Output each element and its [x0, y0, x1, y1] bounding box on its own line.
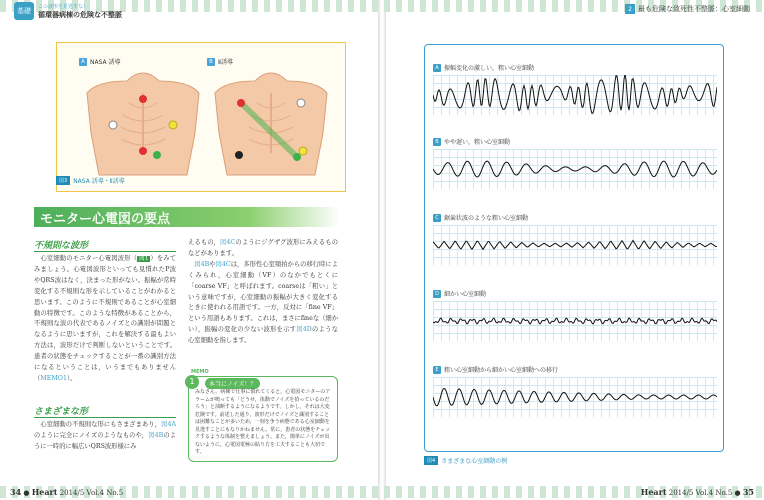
- running-header-right: 2 最も危険な致死性不整脈：心室細動: [625, 4, 750, 14]
- figure-4: [424, 44, 724, 452]
- subhead-irregular: 不規則な波形: [34, 241, 89, 251]
- left-page: [0, 0, 380, 500]
- column-2-text: えるもの，図4Cのようにジグザグ波形にみえるものなどがあります。 図4Bや図4Cは，多形性心室頻拍からの移行時によくみられ，心室細動（VF）のなかでもとくに「coarse VF」と呼ばれます。coarseは「粗い」という意味ですが，心室細動の振幅が大きく変化するときに使われる用語です。一方，反対に「fine VF」という用語もあります。これは，まさにfineな（細かい），振幅の変化の少ない波形を示す図4Dのような心室細動を指します。: [188, 239, 339, 345]
- subhead-rule: [34, 251, 176, 252]
- figure-3-panel-b-title: B Ⅱ誘導: [207, 57, 233, 66]
- memo-box: [188, 369, 338, 462]
- figure-3: [56, 42, 346, 192]
- ecg-strip-e: [433, 377, 717, 417]
- ref-figure-4c[interactable]: 図4C: [219, 239, 236, 246]
- ecg-trace-c: [433, 225, 717, 265]
- ecg-strip-c: [433, 225, 717, 265]
- ecg-strip-b: [433, 149, 717, 189]
- running-header-left: [14, 2, 122, 20]
- subhead-various: さまざまな形: [34, 407, 89, 417]
- figure-3-caption: 図3 NASA 誘導・Ⅱ誘導: [56, 176, 125, 185]
- ref-memo-1[interactable]: MEMO1: [40, 374, 67, 382]
- memo-number: 1: [185, 375, 199, 389]
- ref-figure-1[interactable]: 図1: [139, 256, 149, 262]
- figure-3-panel-a-title: A NASA 誘導: [79, 57, 121, 66]
- ecg-trace-b: [433, 149, 717, 189]
- subhead-rule: [34, 417, 176, 418]
- torso-b-illustration: [215, 73, 327, 175]
- memo-title: 本当にノイズ！？: [205, 378, 260, 389]
- ref-figure-4b[interactable]: 図4B: [194, 260, 210, 268]
- header-title: 循環器病棟の危険な不整脈: [38, 11, 122, 19]
- ref-figure-4b[interactable]: 図4B: [148, 431, 164, 439]
- column-1-paragraph-2: 心室細動の不規則な形にもさまざまあり，図4Aのように完全にノイズのようなものや，図4Bのように一時的に幅広いQRS波形様にみ: [34, 421, 177, 450]
- ecg-a-title: A 振幅変化の激しい，粗い心室細動: [433, 63, 534, 72]
- ecg-d-title: D 細かい心室細動: [433, 289, 486, 298]
- column-1-paragraph-1: 心室細動のモニター心電図波形（ 図1 ）をみてみましょう。心電図波形といっても見慣れたP波やQRS波はなく，決まった形がない。振幅が常時変化する不規則な形を示していることがわかると思います。このように不規則であることが心室細動の特徴です。このような特徴があることから，不規則な波の代表であるノイズとの識別が問題となるように思いますが，これを解決する最もよい方法は，波形だけで判断しないということです。患者の状態をチェックすることが一番の識別方法になるということは，いうまでもありません（MEMO1）。: [34, 255, 177, 382]
- folio-left: 34 ● Heart 2014/5 Vol.4 No.5: [10, 487, 124, 497]
- header-kicker: この波形を見逃すな！: [38, 4, 89, 10]
- ecg-trace-e: [433, 377, 717, 417]
- memo-label: MEMO: [191, 369, 209, 375]
- figure-4-caption: 図4 さまざまな心室細動の例: [424, 456, 507, 465]
- ref-figure-4d[interactable]: 図4D: [296, 326, 312, 334]
- ecg-trace-d: [433, 301, 717, 341]
- ecg-strip-d: [433, 301, 717, 341]
- torso-a-illustration: [87, 73, 199, 175]
- chapter-badge: 基礎: [14, 2, 34, 20]
- folio-right: Heart 2014/5 Vol.4 No.5 ● 35: [640, 487, 754, 497]
- chest-illustrations: [57, 43, 347, 193]
- ref-figure-4a[interactable]: 図4A: [161, 421, 177, 428]
- ref-figure-4c[interactable]: 図4C: [215, 260, 231, 268]
- ecg-strip-a: [433, 75, 717, 115]
- memo-body: みなさん，病棟で仕事に慣れてくると，心電図モニターのアラームが鳴っても「どうせ，体動でノイズを拾っているのだろう」と油断するようになるようです。しかし，それは大変危険です。前述した通り，波形だけでノイズと識別することは困難なことが多いため，一刻を争う病態である心室細動を見逃すことにもなりかねません。常に，患者の状態をチェックするような体制を整えましょう。また，簡単にノイズが出ないように，心電図電極の貼り方を工夫することも大切です。: [195, 389, 331, 455]
- ecg-c-title: C 鋸歯状波のような粗い心室細動: [433, 213, 528, 222]
- ecg-trace-a: [433, 75, 717, 115]
- ecg-b-title: B やや遅い，粗い心室細動: [433, 137, 510, 146]
- section-title: モニター心電図の要点: [34, 207, 340, 227]
- ecg-e-title: E 粗い心室細動から細かい心室細動への移行: [433, 365, 558, 374]
